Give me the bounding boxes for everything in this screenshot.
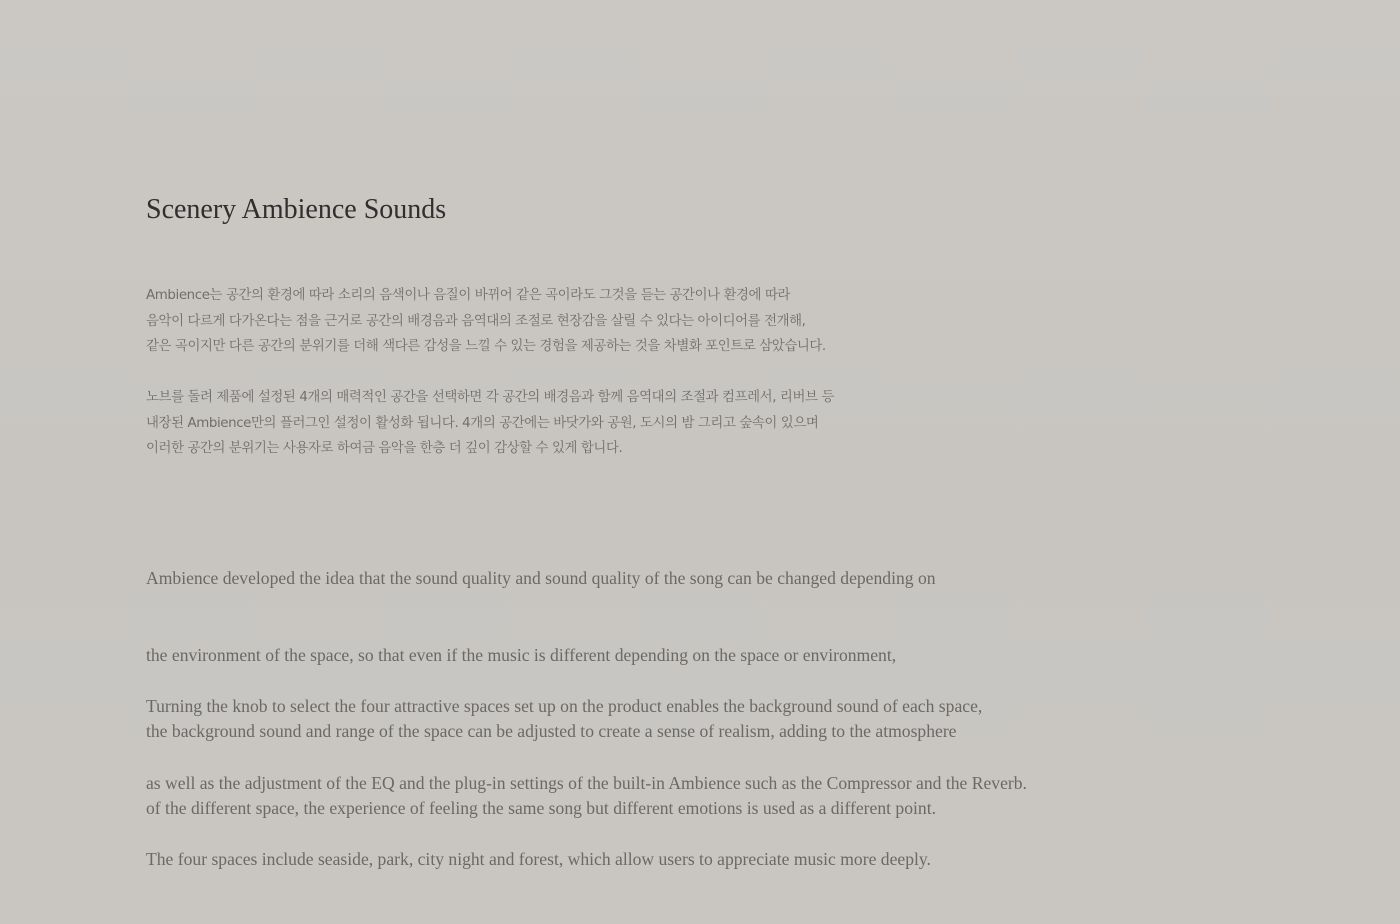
korean-paragraph-1-line-2: 음악이 다르게 다가온다는 점을 근거로 공간의 배경음과 음역대의 조절로 현장감을 살릴 수 있다는 아이디어를 전개해, xyxy=(146,313,806,329)
page-title: Scenery Ambience Sounds xyxy=(146,194,447,225)
korean-paragraph-2-line-3: 이러한 공간의 분위기는 사용자로 하여금 음악을 한층 더 깊이 감상할 수 있게 합니다. xyxy=(146,441,623,457)
english-paragraph-1-line-1: Ambience developed the idea that the sound quality and sound quality of the song can be changed depending on xyxy=(146,568,936,588)
korean-paragraph-1-line-3: 같은 곡이지만 다른 공간의 분위기를 더해 색다른 감성을 느낄 수 있는 경험을 제공하는 것을 차별화 포인트로 삼았습니다. xyxy=(146,339,826,355)
english-paragraph-1-line-3: the background sound and range of the space can be adjusted to create a sense of realism, adding to the atmosphere xyxy=(146,721,957,741)
korean-paragraph-1-line-1: Ambience는 공간의 환경에 따라 소리의 음색이나 음질이 바뀌어 같은 곡이라도 그것을 듣는 공간이나 환경에 따라 xyxy=(146,288,791,303)
korean-paragraph-2 xyxy=(146,385,834,462)
english-paragraph-1-line-2: the environment of the space, so that even if the music is different depending on the space or environment, xyxy=(146,644,897,665)
korean-paragraph-2-line-2: 내장된 Ambience만의 플러그인 설정이 활성화 됩니다. 4개의 공간에는 바닷가와 공원, 도시의 밤 그리고 숲속이 있으며 xyxy=(146,415,819,431)
korean-paragraph-2-line-1: 노브를 돌려 제품에 설정된 4개의 매력적인 공간을 선택하면 각 공간의 배경음과 함께 음역대의 조절과 컴프레서, 리버브 등 xyxy=(146,390,834,405)
english-paragraph-2 xyxy=(146,643,1027,924)
english-paragraph-2-line-1: Turning the knob to select the four attractive spaces set up on the product enables the background sound of each space, xyxy=(146,696,983,716)
english-paragraph-2-line-2: as well as the adjustment of the EQ and the plug-in settings of the built-in Ambience such as the Compressor and the Reverb. xyxy=(146,772,1027,793)
english-paragraph-1-line-4: of the different space, the experience of feeling the same song but different emotions is used as a different point. xyxy=(146,797,936,818)
korean-paragraph-1 xyxy=(146,283,826,360)
english-paragraph-2-line-3: The four spaces include seaside, park, city night and forest, which allow users to appreciate music more deeply. xyxy=(146,849,931,869)
